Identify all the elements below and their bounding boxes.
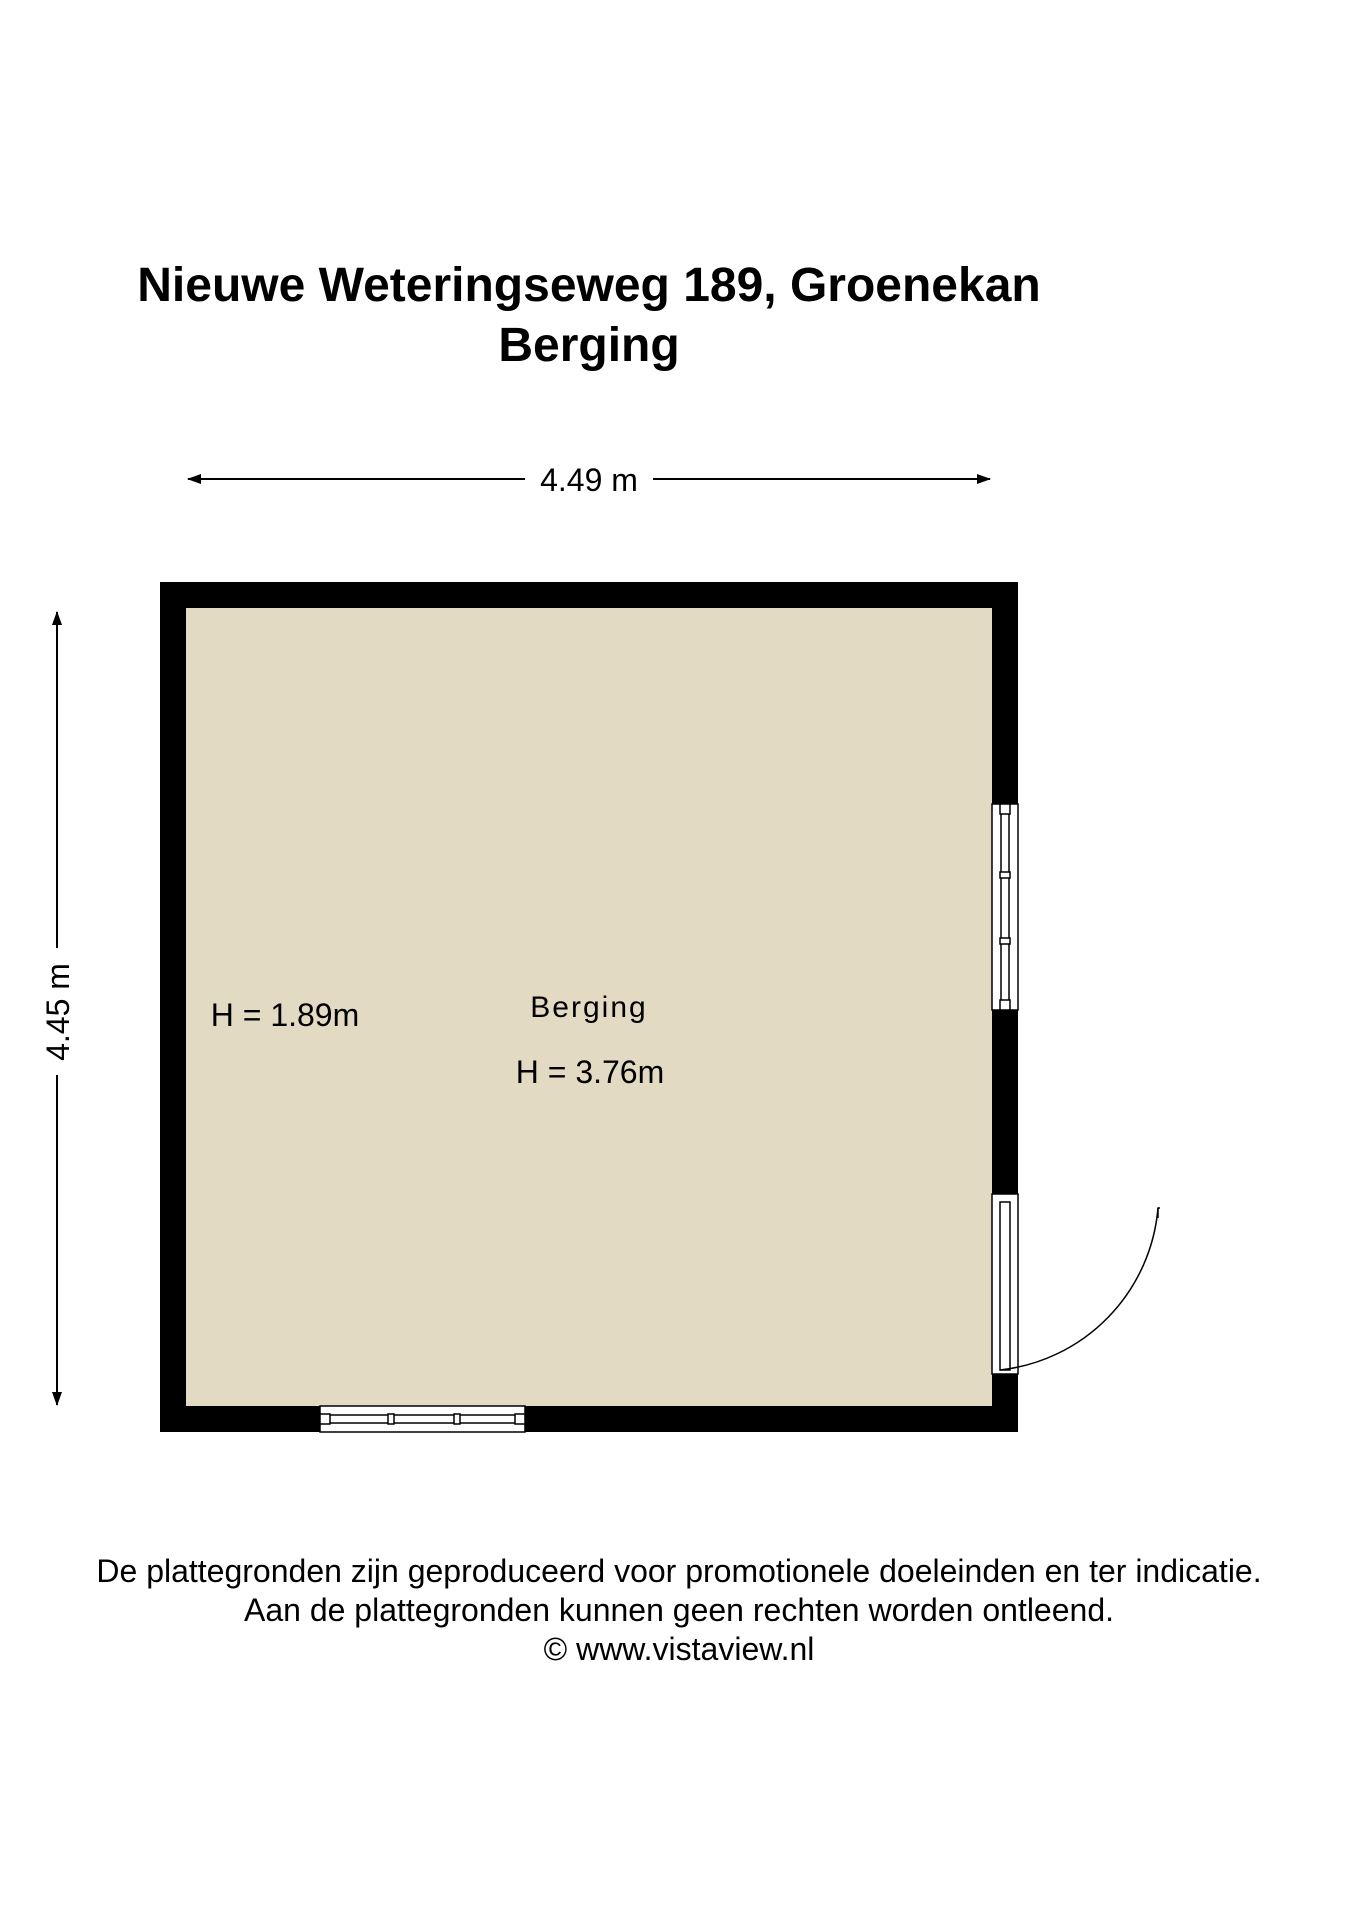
window-bottom — [320, 1406, 525, 1432]
wall-bottom-right — [525, 1406, 1018, 1432]
wall-right-top — [992, 582, 1018, 804]
copyright-line: © www.vistaview.nl — [543, 1631, 815, 1667]
door-swing-arc — [1000, 1208, 1160, 1370]
wall-bottom-left — [160, 1406, 320, 1432]
wall-right-middle — [992, 1010, 1018, 1194]
disclaimer-line-2: Aan de plattegronden kunnen geen rechten worden ontleend. — [243, 1592, 1114, 1628]
room-name-label: Berging — [530, 991, 648, 1024]
room-height-main-label: H = 3.76m — [515, 1054, 665, 1090]
door-leaf — [1000, 1202, 1010, 1370]
height-label: 4.45 m — [40, 963, 76, 1061]
height-dimension — [40, 612, 76, 1405]
plan-subtitle: Berging — [498, 319, 680, 372]
plan-title: Nieuwe Weteringseweg 189, Groenekan — [137, 259, 1041, 312]
width-dimension — [188, 462, 990, 498]
width-label: 4.49 m — [540, 462, 638, 498]
window-right — [992, 804, 1018, 1010]
wall-right-bottom — [992, 1374, 1018, 1432]
wall-left — [160, 582, 186, 1432]
door — [992, 1194, 1160, 1374]
wall-top — [160, 582, 1018, 608]
disclaimer-line-1: De plattegronden zijn geproduceerd voor promotionele doeleinden en ter indicatie. — [96, 1553, 1262, 1589]
room-height-low-label: H = 1.89m — [210, 997, 360, 1033]
